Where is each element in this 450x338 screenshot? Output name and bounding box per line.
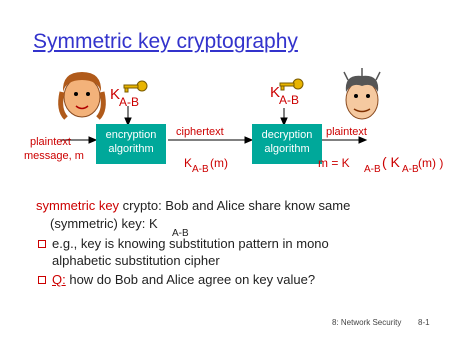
cipher-sub: A-B [192, 164, 209, 175]
encryption-algorithm-box [96, 124, 166, 164]
bullet-2-line [52, 272, 315, 287]
question-marker: Q: [52, 272, 66, 287]
decryption-algorithm-box [252, 124, 322, 164]
cipher-formula [184, 156, 228, 175]
key-left-subscript: A-B [119, 95, 140, 109]
cipher-m: (m) [210, 156, 228, 170]
footer-page: 8-1 [418, 318, 430, 327]
bullet-marker [38, 240, 46, 248]
slide-title: Symmetric key cryptography [33, 30, 298, 53]
bullet-2-text: how do Bob and Alice agree on key value? [65, 272, 316, 287]
result-sub2: A-B [402, 164, 419, 175]
bullet-0-line1 [36, 198, 350, 213]
bullet-1-line2: alphabetic substitution cipher [52, 253, 220, 268]
arrowhead-ciphertext [245, 137, 252, 143]
plaintext-right-label: plaintext [326, 126, 367, 138]
enc-line2: algorithm [108, 143, 154, 155]
key-label-right [270, 84, 300, 107]
key-label-left [110, 86, 140, 109]
bullet-0-subscript: A-B [172, 228, 189, 239]
bullet-marker [38, 276, 46, 284]
bullet-0-line2 [50, 216, 189, 239]
bob-face-icon [344, 68, 380, 119]
key-right-subscript: A-B [279, 93, 300, 107]
key-icon [124, 81, 147, 92]
footer-section: 8: Network Security [332, 318, 402, 327]
bullet-0-line2-text: (symmetric) key: K [50, 216, 158, 231]
key-right-letter: K [270, 84, 281, 101]
result-sub1: A-B [364, 164, 381, 175]
dec-line2: algorithm [264, 143, 310, 155]
bullet-1-line1: e.g., key is knowing substitution pattern in mono [52, 236, 329, 251]
key-icon [280, 79, 303, 90]
symmetric-key-term: symmetric key [36, 198, 120, 213]
result-paren: ( K [382, 154, 400, 170]
ciphertext-label: ciphertext [176, 126, 224, 138]
result-tail: (m) ) [418, 156, 444, 170]
result-m-eq: m = K [318, 156, 350, 170]
alice-face-icon [61, 72, 104, 118]
key-left-letter: K [110, 86, 121, 103]
bullet-0-text: crypto: Bob and Alice share know same [119, 198, 351, 213]
plaintext-left-label: plaintext [30, 136, 71, 148]
dec-line1: decryption [261, 129, 313, 141]
arrowhead-plaintext-in [89, 137, 96, 143]
result-formula [318, 156, 448, 180]
cipher-k: K [184, 156, 193, 170]
plaintext-message-label: message, m [24, 150, 84, 162]
enc-line1: encryption [105, 129, 157, 141]
